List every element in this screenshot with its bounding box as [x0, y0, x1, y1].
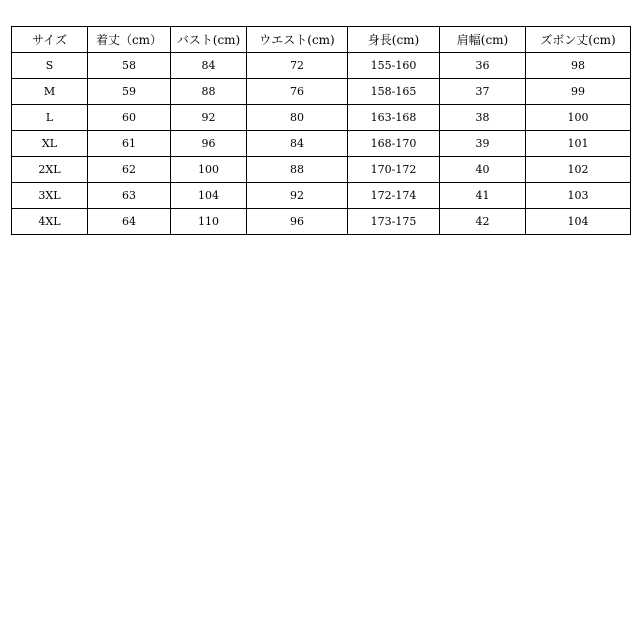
cell-pants-length: 104: [526, 209, 631, 235]
header-size: サイズ: [12, 27, 88, 53]
cell-shoulder: 36: [440, 53, 526, 79]
header-shoulder: 肩幅(cm): [440, 27, 526, 53]
cell-size: 4XL: [12, 209, 88, 235]
cell-bust: 88: [171, 79, 247, 105]
cell-height: 170-172: [348, 157, 440, 183]
cell-height: 163-168: [348, 105, 440, 131]
cell-length: 63: [88, 183, 171, 209]
cell-pants-length: 102: [526, 157, 631, 183]
cell-pants-length: 98: [526, 53, 631, 79]
table-header-row: [12, 27, 631, 53]
cell-height: 172-174: [348, 183, 440, 209]
cell-bust: 100: [171, 157, 247, 183]
cell-size: 2XL: [12, 157, 88, 183]
cell-waist: 92: [247, 183, 348, 209]
header-pants-length: ズボン丈(cm): [526, 27, 631, 53]
cell-bust: 96: [171, 131, 247, 157]
cell-height: 158-165: [348, 79, 440, 105]
cell-pants-length: 101: [526, 131, 631, 157]
cell-pants-length: 100: [526, 105, 631, 131]
table-row: [12, 53, 631, 79]
table-row: [12, 157, 631, 183]
cell-size: L: [12, 105, 88, 131]
cell-length: 64: [88, 209, 171, 235]
cell-bust: 92: [171, 105, 247, 131]
cell-bust: 110: [171, 209, 247, 235]
cell-waist: 80: [247, 105, 348, 131]
cell-length: 58: [88, 53, 171, 79]
table-row: [12, 79, 631, 105]
cell-height: 173-175: [348, 209, 440, 235]
header-waist: ウエスト(cm): [247, 27, 348, 53]
cell-shoulder: 40: [440, 157, 526, 183]
cell-waist: 84: [247, 131, 348, 157]
header-bust: バスト(cm): [171, 27, 247, 53]
cell-shoulder: 41: [440, 183, 526, 209]
cell-waist: 88: [247, 157, 348, 183]
table-row: [12, 183, 631, 209]
cell-pants-length: 103: [526, 183, 631, 209]
cell-waist: 76: [247, 79, 348, 105]
cell-size: S: [12, 53, 88, 79]
cell-bust: 84: [171, 53, 247, 79]
cell-length: 61: [88, 131, 171, 157]
cell-waist: 96: [247, 209, 348, 235]
cell-shoulder: 42: [440, 209, 526, 235]
cell-size: XL: [12, 131, 88, 157]
cell-shoulder: 38: [440, 105, 526, 131]
cell-length: 62: [88, 157, 171, 183]
size-chart-table: [11, 26, 631, 235]
cell-pants-length: 99: [526, 79, 631, 105]
table-row: [12, 105, 631, 131]
cell-shoulder: 37: [440, 79, 526, 105]
cell-bust: 104: [171, 183, 247, 209]
table-row: [12, 131, 631, 157]
header-length: 着丈（cm）: [88, 27, 171, 53]
cell-length: 60: [88, 105, 171, 131]
cell-waist: 72: [247, 53, 348, 79]
table-row: [12, 209, 631, 235]
cell-shoulder: 39: [440, 131, 526, 157]
header-height: 身長(cm): [348, 27, 440, 53]
cell-size: M: [12, 79, 88, 105]
cell-height: 168-170: [348, 131, 440, 157]
cell-size: 3XL: [12, 183, 88, 209]
cell-length: 59: [88, 79, 171, 105]
cell-height: 155-160: [348, 53, 440, 79]
